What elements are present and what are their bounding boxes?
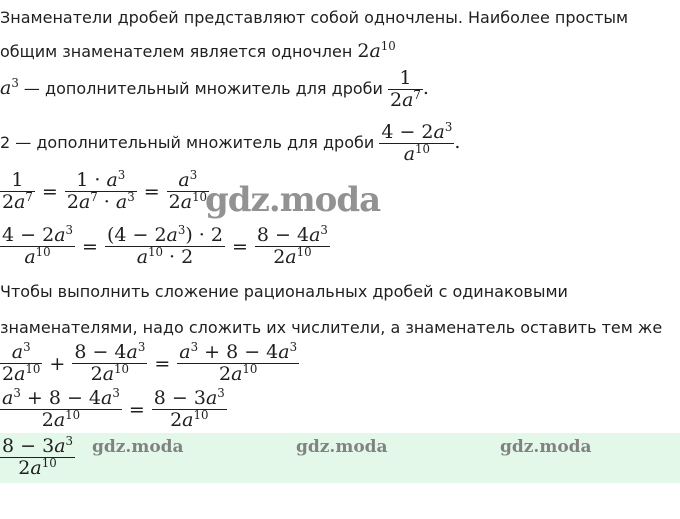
- equation-4: $\frac{a^3 + 8 - 4a^3}{2a^{10}}$ = $\frac{8 - 3a^3}{2a^{10}}$: [2, 385, 225, 431]
- paragraph-line-1: Знаменатели дробей представляют собой одночлены. Наиболее простым: [0, 8, 629, 27]
- paragraph-line-3: $a^3$ — дополнительный множитель для дроби $\frac{1}{2a^7}$ .: [0, 67, 429, 111]
- eq3-fraction-1: $\frac{a^3}{2a^{10}}$: [2, 339, 41, 385]
- watermark-logo-large: gdz.moda: [205, 180, 381, 220]
- watermark-logo-2: gdz.moda: [296, 437, 388, 457]
- equation-1: $\frac{1}{2a^7}$ = $\frac{1 \cdot a^3}{2a^7 \cdot a^3}$ = $\frac{a^3}{2a^{10}}$: [2, 167, 208, 213]
- line-4-text: 2 — дополнительный множитель для дроби: [0, 133, 380, 152]
- watermark-logo-3: gdz.moda: [500, 437, 592, 457]
- eq2-fraction-2: $\frac{(4 - 2a^3) \cdot 2}{a^{10} \cdot 2}$: [106, 222, 223, 268]
- paragraph-line-2: [0, 40, 396, 62]
- common-denominator: $2a^{10}$: [357, 38, 396, 62]
- answer-fraction: $\frac{8 - 3a^3}{2a^{10}}$: [2, 433, 74, 479]
- fraction-1-over-2a7: $\frac{1}{2a^7}$: [389, 67, 421, 111]
- eq2-fraction-1: $\frac{4 - 2a^3}{a^{10}}$: [2, 222, 74, 268]
- equation-3: $\frac{a^3}{2a^{10}}$ + $\frac{8 - 4a^3}{2a^{10}}$ = $\frac{a^3 + 8 - 4a^3}{2a^{10}}$: [2, 339, 298, 385]
- equation-2: $\frac{4 - 2a^3}{a^{10}}$ = $\frac{(4 - 2a^3) \cdot 2}{a^{10} \cdot 2}$ = $\frac{8 - 4a^3}{2a^{10}}$: [2, 222, 328, 268]
- eq4-fraction-1: $\frac{a^3 + 8 - 4a^3}{2a^{10}}$: [2, 385, 120, 431]
- eq3-fraction-3: $\frac{a^3 + 8 - 4a^3}{2a^{10}}$: [179, 339, 298, 385]
- eq1-fraction-1: $\frac{1}{2a^7}$: [2, 169, 33, 213]
- watermark-logo-1: gdz.moda: [92, 437, 184, 457]
- factor-a3: $a^3$: [0, 75, 19, 99]
- rule-line-1: Чтобы выполнить сложение рациональных дробей с одинаковыми: [0, 282, 568, 301]
- line-2-text: общим знаменателем является одночлен: [0, 42, 358, 61]
- answer-fraction-line: [0, 433, 75, 479]
- eq2-fraction-3: $\frac{8 - 4a^3}{2a^{10}}$: [256, 222, 328, 268]
- eq1-fraction-2: $\frac{1 \cdot a^3}{2a^7 \cdot a^3}$: [66, 167, 135, 213]
- eq3-fraction-2: $\frac{8 - 4a^3}{2a^{10}}$: [74, 339, 146, 385]
- eq1-fraction-3: $\frac{a^3}{2a^{10}}$: [168, 167, 208, 213]
- paragraph-line-4: 2 — дополнительный множитель для дроби $\frac{4 - 2a^3}{a^{10}}$ .: [0, 119, 461, 165]
- line-3-text: — дополнительный множитель для дроби: [18, 79, 388, 98]
- eq4-fraction-2: $\frac{8 - 3a^3}{2a^{10}}$: [153, 385, 225, 431]
- fraction-4-2a3-over-a10: $\frac{4 - 2a^3}{a^{10}}$: [381, 119, 453, 165]
- rule-line-2: знаменателями, надо сложить их числители, а знаменатель оставить тем же: [0, 318, 663, 337]
